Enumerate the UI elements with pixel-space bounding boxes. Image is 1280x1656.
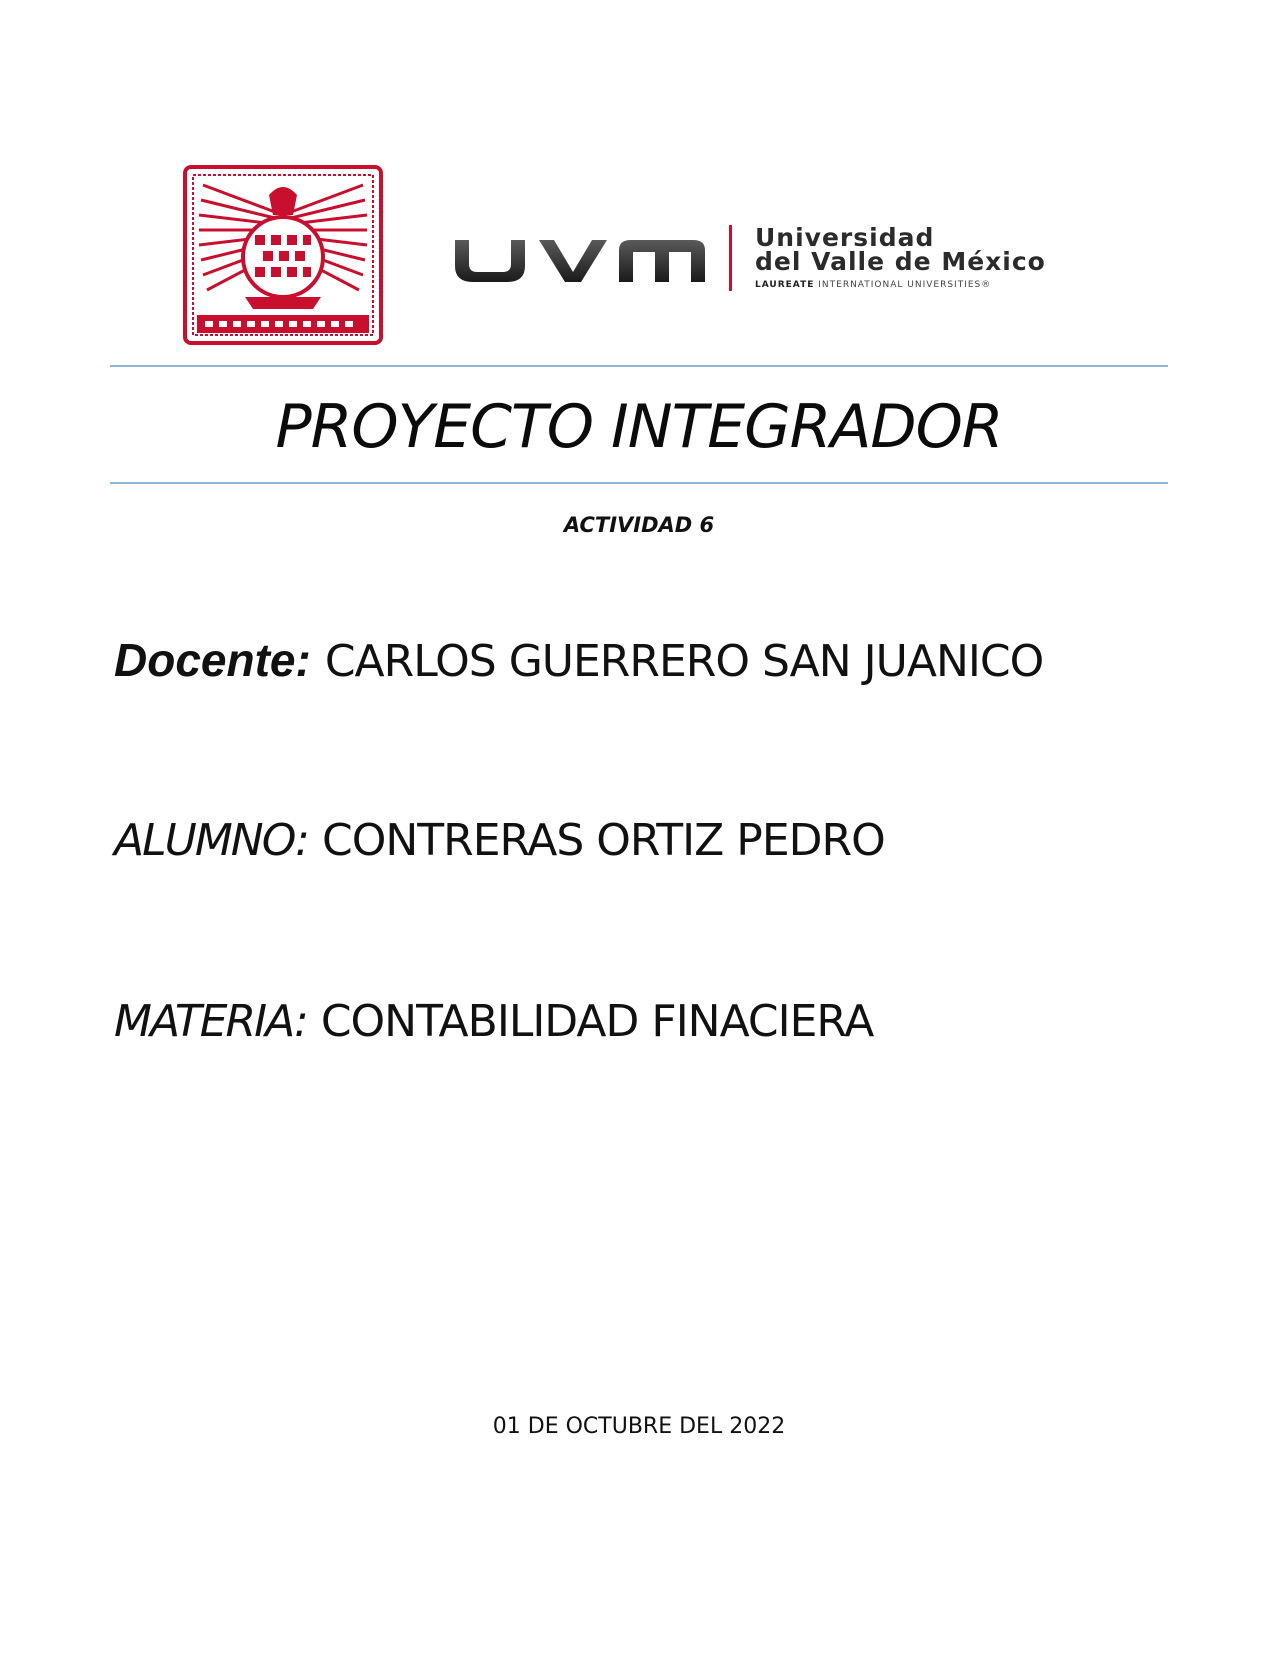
field-alumno	[114, 814, 885, 868]
title-rule-top	[110, 365, 1168, 367]
alumno-value: CONTRERAS ORTIZ PEDRO	[321, 815, 885, 866]
materia-value: CONTABILIDAD FINACIERA	[320, 996, 874, 1047]
title-rule-bottom	[110, 482, 1168, 484]
alumno-label: ALUMNO:	[114, 815, 308, 866]
materia-label: MATERIA:	[114, 996, 307, 1047]
uvm-tagline-rest: INTERNATIONAL UNIVERSITIES®	[818, 280, 992, 290]
uvm-wordmark-logo	[455, 232, 705, 284]
field-docente	[114, 633, 1043, 689]
docente-label: Docente:	[114, 634, 311, 686]
uvm-name-line-2: del Valle de México	[755, 247, 1046, 276]
university-seal-icon	[183, 165, 383, 345]
document-date: 01 DE OCTUBRE DEL 2022	[492, 1414, 786, 1439]
uvm-logo-divider	[729, 225, 732, 291]
document-title: PROYECTO INTEGRADOR	[275, 392, 1003, 462]
docente-value: CARLOS GUERRERO SAN JUANICO	[324, 636, 1044, 687]
field-materia	[114, 995, 873, 1049]
uvm-tagline-brand: LAUREATE	[755, 280, 815, 290]
document-subtitle: ACTIVIDAD 6	[563, 513, 715, 537]
uvm-name-line-1: Universidad	[755, 223, 935, 252]
uvm-tagline	[755, 280, 991, 290]
